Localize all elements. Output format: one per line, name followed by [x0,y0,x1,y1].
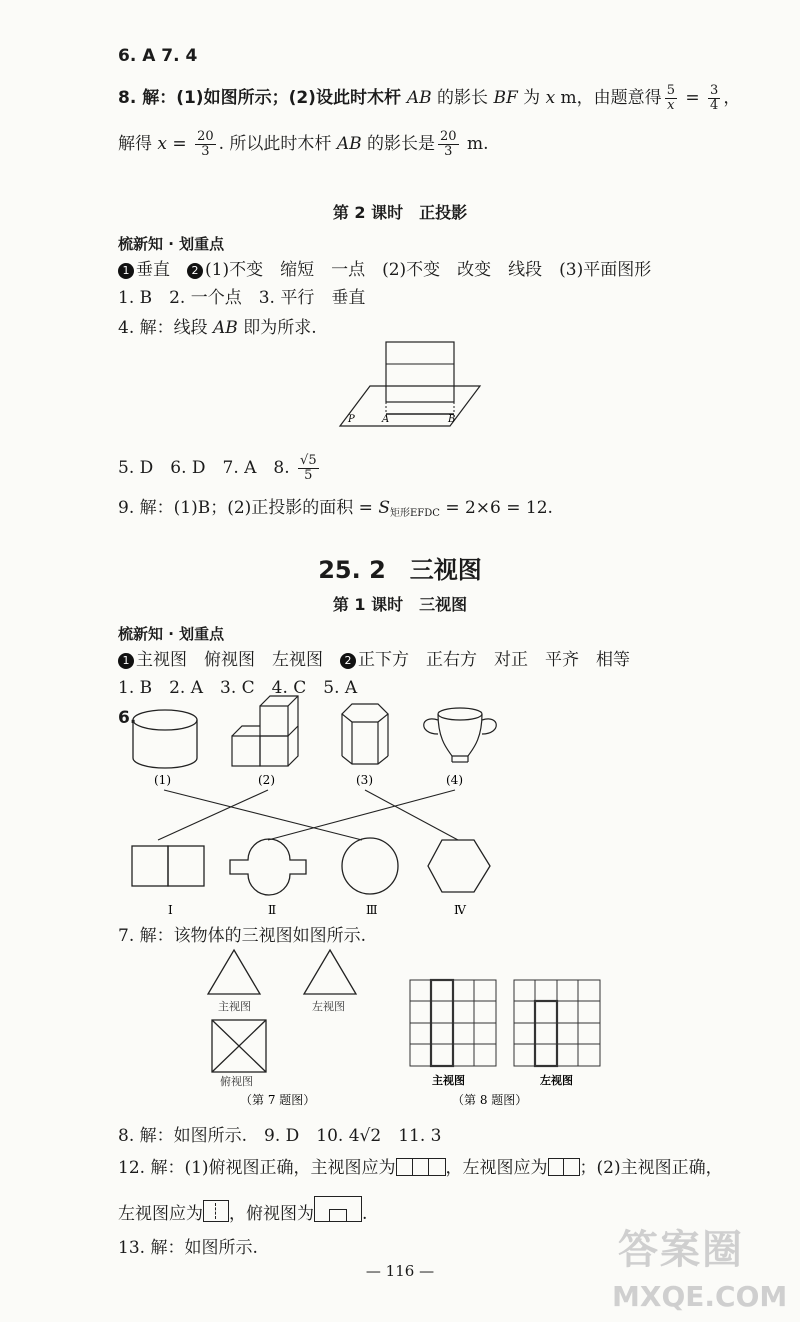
text-x: x [545,88,556,108]
fraction [665,84,677,113]
projection-figure [330,338,490,430]
number-badge: 1 [118,653,134,669]
number-badge: 2 [187,263,203,279]
text: 5. D 6. D 7. A 8. [118,458,296,478]
text: (1)不变 缩短 一点 (2)不变 改变 线段 (3)平面图形 [205,260,652,280]
watermark-url: MXQE.COM [612,1280,788,1313]
label-3: (3) [356,773,373,787]
page-number: — 116 — [365,1262,435,1280]
view-circle [342,838,398,894]
answer-line: 1. B 2. 一个点 3. 平行 垂直 [118,288,366,308]
text: 的影长是 [361,134,436,154]
text: 垂直 [136,260,187,280]
label-1: (1) [154,773,171,787]
view-box-two [548,1158,580,1176]
text-ab: AB [213,318,238,338]
q7-left-triangle [304,950,356,994]
answer-line: 7. 解：该物体的三视图如图所示. [118,926,367,946]
hexagonal-prism-shape [342,704,388,764]
text: 主视图 俯视图 左视图 [136,650,340,670]
text: = [679,88,706,108]
view-box-three [396,1158,446,1176]
caption: （第 7 题图） [240,1093,316,1107]
label-4: (4) [446,773,463,787]
numerator: 3 [710,83,719,98]
answer-line [118,1196,367,1226]
fraction [438,130,459,159]
text: = [167,134,193,154]
cylinder-bottom [133,758,197,768]
view-box-top [314,1196,362,1222]
answer-line [118,1124,441,1148]
text: m. [461,134,489,154]
denominator: 3 [201,144,210,159]
cylinder-top [133,710,197,730]
section-title: 第 2 课时 正投影 [332,203,468,222]
text: 11. 3 [381,1126,442,1146]
text: 左视图应为 [118,1204,203,1224]
text: . 所以此时木杆 [218,134,337,154]
cup-shape [424,708,497,762]
text: ；(2)主视图正确， [579,1158,723,1178]
label-a: A [382,414,390,425]
fraction [708,84,720,113]
view-rectangles [132,846,204,886]
numerator: 20 [440,129,457,144]
text-bf: BF [493,88,518,108]
text-ab: AB [336,134,362,154]
answer-line [118,648,630,672]
number-badge: 1 [118,263,134,279]
text: ，俯视图为 [229,1204,314,1224]
plane-shape [340,386,480,426]
text-s: S [378,498,390,518]
matching-lines [158,790,458,840]
section-title: 第 1 课时 三视图 [332,595,468,614]
section-heading: 梳新知 · 划重点 [118,625,225,643]
text: 12. 解：(1)俯视图正确，主视图应为 [118,1158,396,1178]
answer-line [118,316,317,340]
text: m，由题意得 [555,88,662,108]
text: 4. 解：线段 [118,318,214,338]
view-hexagon [428,840,490,892]
label-b: B [448,414,456,425]
text: 正下方 正右方 对正 平齐 相等 [358,650,630,670]
text: ，左视图应为 [445,1158,548,1178]
text: = 2×6 = 12. [439,498,553,518]
view-box-dashed [203,1200,229,1222]
text: 9. 解：(1)B；(2)正投影的面积 = [118,498,379,518]
chapter-title: 25. 2 三视图 [318,556,482,584]
label-i: Ⅰ [168,903,173,917]
text-ab: AB [406,88,432,108]
cubes-shape [232,696,298,766]
text: 为 [517,88,546,108]
text: 的影长 [431,88,494,108]
q8-front-grid [410,980,496,1066]
sqrt: √2 [359,1126,382,1146]
label-iii: Ⅲ [366,903,378,917]
number-badge: 2 [340,653,356,669]
answer-line: 13. 解：如图所示. [118,1238,258,1258]
denominator: 5 [304,468,313,483]
label-2: (2) [258,773,275,787]
answer-line: 6. [118,708,137,728]
denominator: x [667,98,675,113]
caption: 主视图 [218,1000,251,1013]
caption: 主视图 [432,1074,465,1087]
caption: （第 8 题图） [452,1093,528,1107]
label-p: P [348,414,355,425]
text-x: x [157,134,167,154]
numerator: 20 [197,129,214,144]
q7-front-triangle [208,950,260,994]
answer-line-8 [118,84,740,113]
caption: 俯视图 [220,1075,253,1088]
q7-q8-figure [200,948,620,1108]
label-iv: Ⅳ [454,903,466,917]
text: 8. 解：如图所示. 9. D 10. 4 [118,1126,360,1146]
answer-line [118,496,553,526]
answer-line [118,454,322,483]
numerator: 5 [666,83,675,98]
text: ， [723,88,741,108]
text: 即为所求. [237,318,317,338]
answer-line-6-7: 6. A 7. 4 [118,46,198,66]
section-heading: 梳新知 · 划重点 [118,235,225,253]
q8-left-grid [514,980,600,1066]
caption: 左视图 [312,1000,345,1013]
label-ii: Ⅱ [268,903,277,917]
rectangle-shape [386,342,454,402]
denominator: 4 [710,98,719,113]
subscript: 矩形EFDC [390,508,440,519]
watermark-logo: 答案圈 [618,1227,744,1273]
fraction [195,130,216,159]
denominator: 3 [444,144,453,159]
answer-line-8-cont [118,130,489,159]
answer-line: 1. B 2. A 3. C 4. C 5. A [118,678,358,698]
answer-line [118,258,651,282]
numerator: √5 [300,453,317,468]
q6-matching-figure [120,700,520,920]
answer-line [118,1156,723,1180]
text: 8. 解：(1)如图所示；(2)设此时木杆 [118,88,407,108]
fraction [298,454,319,483]
caption: 左视图 [540,1074,573,1087]
text: 解得 [118,134,158,154]
text: . [362,1204,368,1224]
view-circle-handles [230,839,306,895]
